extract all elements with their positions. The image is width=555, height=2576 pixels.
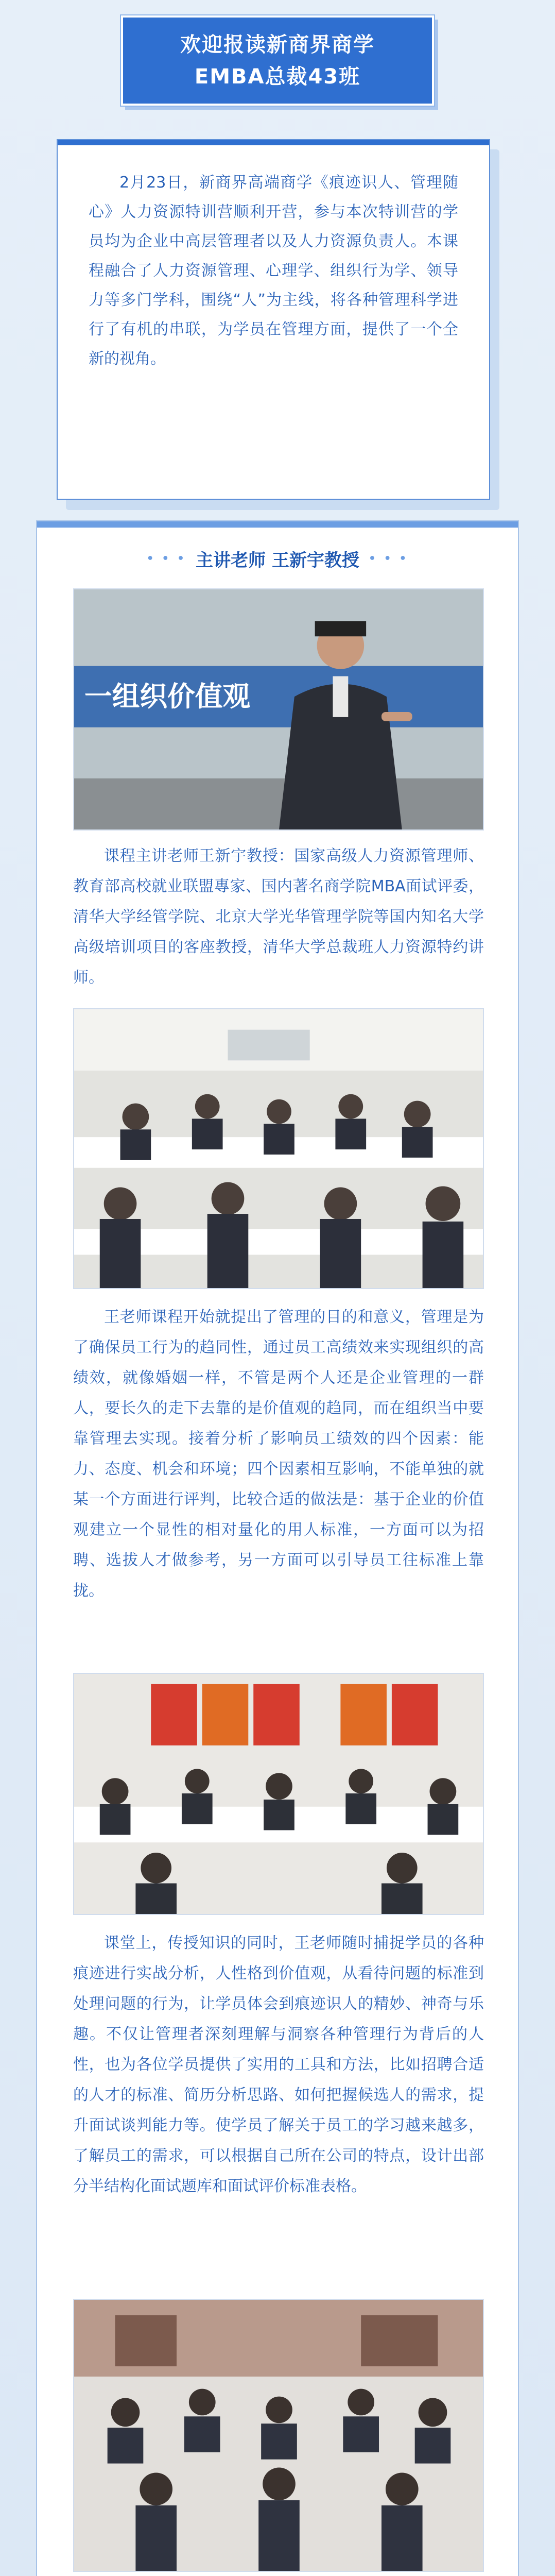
- intro-section: [57, 139, 499, 510]
- class-photo-3: [73, 2299, 484, 2572]
- intro-top-bar: [58, 140, 489, 145]
- lecturer-banner-text: 一组织价值观: [84, 680, 251, 713]
- paragraph-teacher-bio: 课程主讲老师王新宇教授：国家高级人力资源管理师、教育部高校就业联盟專家、国内著名商学院MBA面试评委，清华大学经管学院、北京大学光华管理学院等国内知名大学高级培训项目的客座教授，清华大学总裁班人力资源特约讲师。: [73, 847, 484, 987]
- paragraph-course-intro: 王老师课程开始就提出了管理的目的和意义，管理是为了确保员工行为的趋同性，通过员工高绩效来实现组织的高绩效，就像婚姻一样，不管是两个人还是企业管理的一群人，要长久的走下去靠的是价值观的趋同，而在组织当中要靠管理去实现。接着分析了影响员工绩效的四个因素：能力、态度、机会和环境；四个因素相互影响，不能单独的就某一个方面进行评判，比较合适的做法是：基于企业的价值观建立一个显性的相对量化的用人标准，一方面可以为招聘、选拔人才做参考，另一方面可以引导员工往标准上靠拢。: [73, 1308, 484, 1600]
- header-title-line2: EMBA总裁43班: [194, 64, 361, 89]
- class-photo-1: [73, 1008, 484, 1289]
- decor-dots-left: • • •: [146, 552, 187, 565]
- header-title-line1: 欢迎报读新商界商学: [180, 32, 375, 57]
- class-photo-2: [73, 1673, 484, 1915]
- decor-dots-right: • • •: [368, 552, 409, 565]
- teacher-label: [37, 543, 518, 574]
- intro-card: [57, 139, 490, 500]
- intro-paragraph: 2月23日，新商界高端商学《痕迹识人、管理随心》人力资源特训营顺利开营，参与本次特训营的学员均为企业中高层管理者以及人力资源负责人。本课程融合了人力资源管理、心理学、组织行为学、领导力等多门学科，围绕“人”为主线，将各种管理科学进行了有机的串联，为学员在管理方面，提供了一个全新的视角。: [89, 174, 458, 368]
- main-content-card: [36, 520, 519, 2576]
- lecturer-photo: [73, 588, 484, 831]
- paragraph-classroom: 课堂上，传授知识的同时，王老师随时捕捉学员的各种痕迹进行实战分析，人性格到价值观，从看待问题的标准到处理问题的行为，让学员体会到痕迹识人的精妙、神奇与乐趣。不仅让管理者深刻理解与洞察各种管理行为背后的人性，也为各位学员提供了实用的工具和方法，比如招聘合适的人才的标准、简历分析思路、如何把握候选人的需求，提升面试谈判能力等。使学员了解关于员工的学习越来越多，了解员工的需求，可以根据自己所在公司的特点，设计出部分半结构化面试题库和面试评价标准表格。: [73, 1934, 484, 2195]
- main-top-strip: [37, 521, 518, 528]
- header-banner: [121, 15, 434, 106]
- teacher-name: 主讲老师 王新宇教授: [196, 550, 359, 571]
